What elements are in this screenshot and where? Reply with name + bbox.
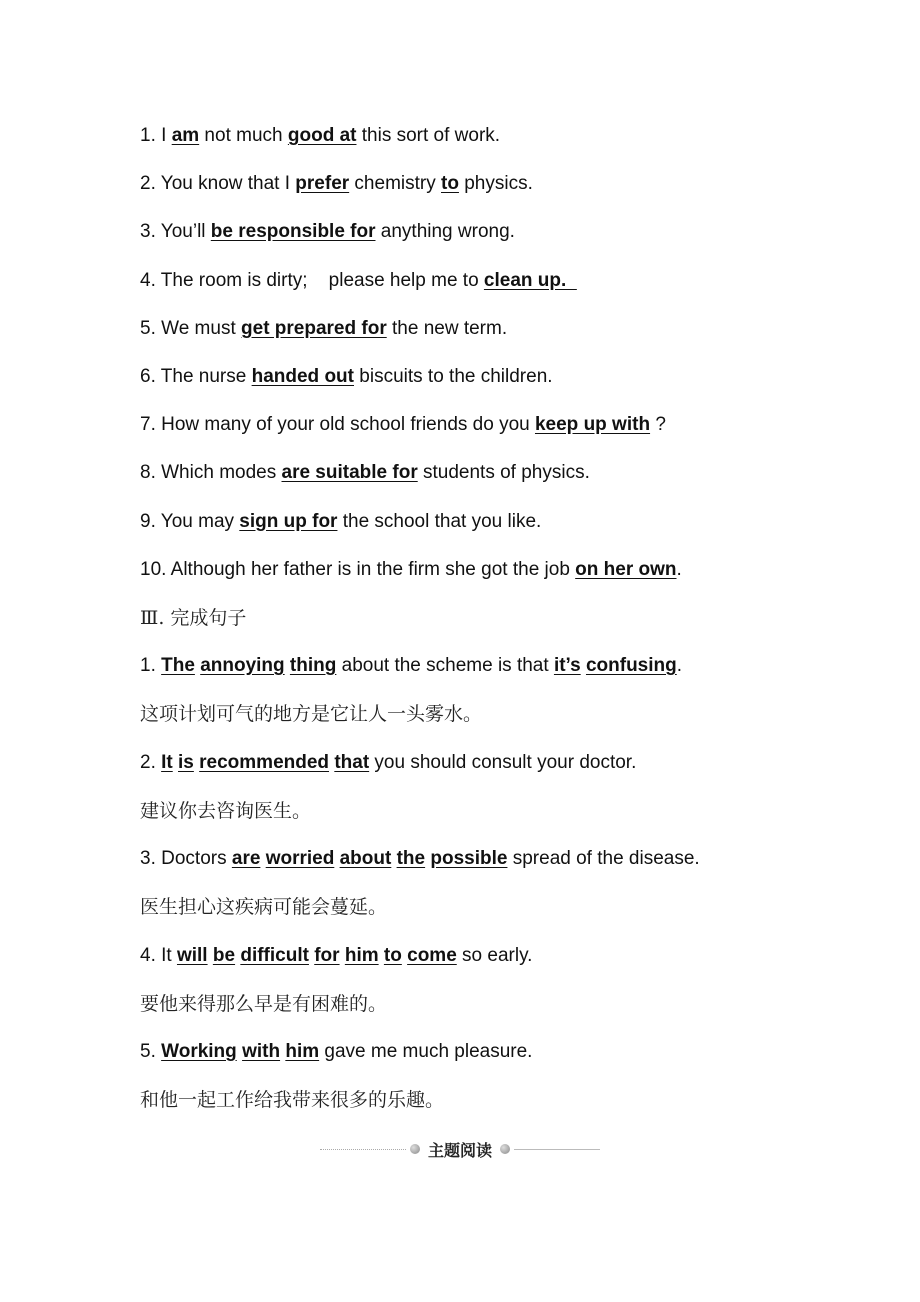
answer-text: are xyxy=(231,848,261,869)
exercise-sentence xyxy=(140,220,515,244)
answer-text: on her own xyxy=(575,558,677,580)
answer-text: him xyxy=(344,944,379,966)
answer-text: it’s xyxy=(553,655,581,676)
answer-text: be xyxy=(212,944,236,966)
sentence-text: students of physics. xyxy=(417,462,590,484)
answer-text: about xyxy=(339,848,392,869)
item-number: 9. xyxy=(140,510,161,532)
divider-line-right xyxy=(514,1149,600,1150)
answer-text: possible xyxy=(430,848,508,869)
answer-text: confusing xyxy=(585,655,677,676)
section-heading: Ⅲ. 完成句子 xyxy=(140,607,247,629)
sentence-text: Which modes xyxy=(161,462,282,484)
answer-text: the xyxy=(396,848,426,869)
sentence-text: Doctors xyxy=(161,848,232,869)
exercise-sentence xyxy=(140,413,666,437)
sentence-text: physics. xyxy=(458,173,533,195)
answer-text: for xyxy=(314,944,340,966)
divider-line-left xyxy=(320,1149,406,1150)
bullet-icon xyxy=(410,1144,420,1154)
completion-sentence xyxy=(140,847,700,871)
sentence-text: . xyxy=(676,558,682,580)
answer-text: recommended xyxy=(199,751,330,773)
sentence-text: gave me much pleasure. xyxy=(319,1041,533,1062)
item-number: 7. xyxy=(140,414,162,436)
answer-text: him xyxy=(285,1041,320,1062)
answer-text: with xyxy=(242,1041,281,1062)
sentence-text: the new term. xyxy=(386,317,508,339)
sentence-text: the school that you like. xyxy=(337,510,542,532)
sentence-text: about the scheme is that xyxy=(336,655,554,676)
sentence-text: this sort of work. xyxy=(356,125,501,146)
item-number: 2. xyxy=(140,173,161,195)
item-number: 6. xyxy=(140,366,161,387)
answer-text: be responsible for xyxy=(210,221,376,243)
answer-text: handed out xyxy=(251,366,354,387)
exercise-sentence xyxy=(140,365,553,389)
chinese-translation: 医生担心这疾病可能会蔓延。 xyxy=(140,896,388,918)
exercise-sentence xyxy=(140,269,577,293)
answer-text: will xyxy=(176,944,208,966)
sentence-text: You’ll xyxy=(160,221,211,243)
sentence-text: so early. xyxy=(456,944,533,966)
item-number: 1. xyxy=(140,655,162,676)
answer-text: is xyxy=(178,751,194,773)
answer-text: come xyxy=(407,944,457,966)
answer-text: clean up. xyxy=(483,269,577,291)
item-number: 1. xyxy=(140,125,162,146)
bullet-icon xyxy=(500,1144,510,1154)
sentence-text: The room is dirty; please help me to xyxy=(160,269,484,291)
answer-text: are suitable for xyxy=(281,462,418,484)
sentence-text: anything wrong. xyxy=(375,221,515,243)
answer-text: prefer xyxy=(295,173,350,195)
answer-text: get prepared for xyxy=(241,317,387,339)
chinese-translation: 这项计划可气的地方是它让人一头雾水。 xyxy=(140,703,483,725)
answer-text: annoying xyxy=(200,655,285,676)
sentence-text: chemistry xyxy=(349,173,442,195)
sentence-text: You know that I xyxy=(160,173,296,195)
item-number: 5. xyxy=(140,1041,162,1062)
answer-text: difficult xyxy=(240,944,309,966)
answer-text: It xyxy=(161,751,173,773)
sentence-text: you should consult your doctor. xyxy=(369,751,637,773)
sentence-text: ? xyxy=(650,414,666,436)
item-number: 10. xyxy=(140,558,171,580)
sentence-text: We must xyxy=(161,317,242,339)
answer-text: to xyxy=(383,944,402,966)
section-divider xyxy=(320,1136,600,1162)
exercise-sentence xyxy=(140,510,541,534)
exercise-sentence xyxy=(140,461,590,485)
sentence-text: biscuits to the children. xyxy=(354,366,553,387)
item-number: 2. xyxy=(140,751,162,773)
sentence-text: The nurse xyxy=(160,366,252,387)
item-number: 3. xyxy=(140,221,161,243)
item-number: 3. xyxy=(140,848,162,869)
sentence-text: How many of your old school friends do you xyxy=(161,414,535,436)
chinese-translation: 建议你去咨询医生。 xyxy=(140,799,312,822)
item-number: 4. xyxy=(140,269,161,291)
answer-text: am xyxy=(171,125,200,146)
sentence-text: It xyxy=(161,944,177,966)
divider-title: 主题阅读 xyxy=(428,1140,493,1160)
answer-text: to xyxy=(441,173,459,195)
answer-text: keep up with xyxy=(534,414,651,436)
answer-text: Working xyxy=(161,1041,237,1062)
sentence-text: not much xyxy=(199,125,288,146)
answer-text: thing xyxy=(289,655,337,676)
answer-text: The xyxy=(161,655,195,676)
chinese-translation: 要他来得那么早是有困难的。 xyxy=(140,992,388,1015)
completion-sentence xyxy=(140,1040,532,1064)
item-number: 5. xyxy=(140,317,162,339)
sentence-text: spread of the disease. xyxy=(507,848,700,869)
exercise-sentence xyxy=(140,317,507,341)
answer-text: that xyxy=(334,751,370,773)
completion-sentence xyxy=(140,654,682,678)
exercise-sentence xyxy=(140,558,682,582)
answer-text: sign up for xyxy=(239,510,338,532)
answer-text: worried xyxy=(265,848,335,869)
sentence-text: I xyxy=(161,125,172,146)
answer-text: good at xyxy=(287,125,357,146)
sentence-text: You may xyxy=(160,510,240,532)
sentence-text: Although her father is in the firm she got the job xyxy=(170,558,576,580)
exercise-sentence xyxy=(140,172,533,196)
sentence-text: . xyxy=(676,655,683,676)
completion-sentence xyxy=(140,944,532,968)
exercise-sentence xyxy=(140,124,500,148)
completion-sentence xyxy=(140,751,636,775)
item-number: 8. xyxy=(140,462,162,484)
item-number: 4. xyxy=(140,944,162,966)
chinese-translation: 和他一起工作给我带来很多的乐趣。 xyxy=(140,1089,445,1111)
